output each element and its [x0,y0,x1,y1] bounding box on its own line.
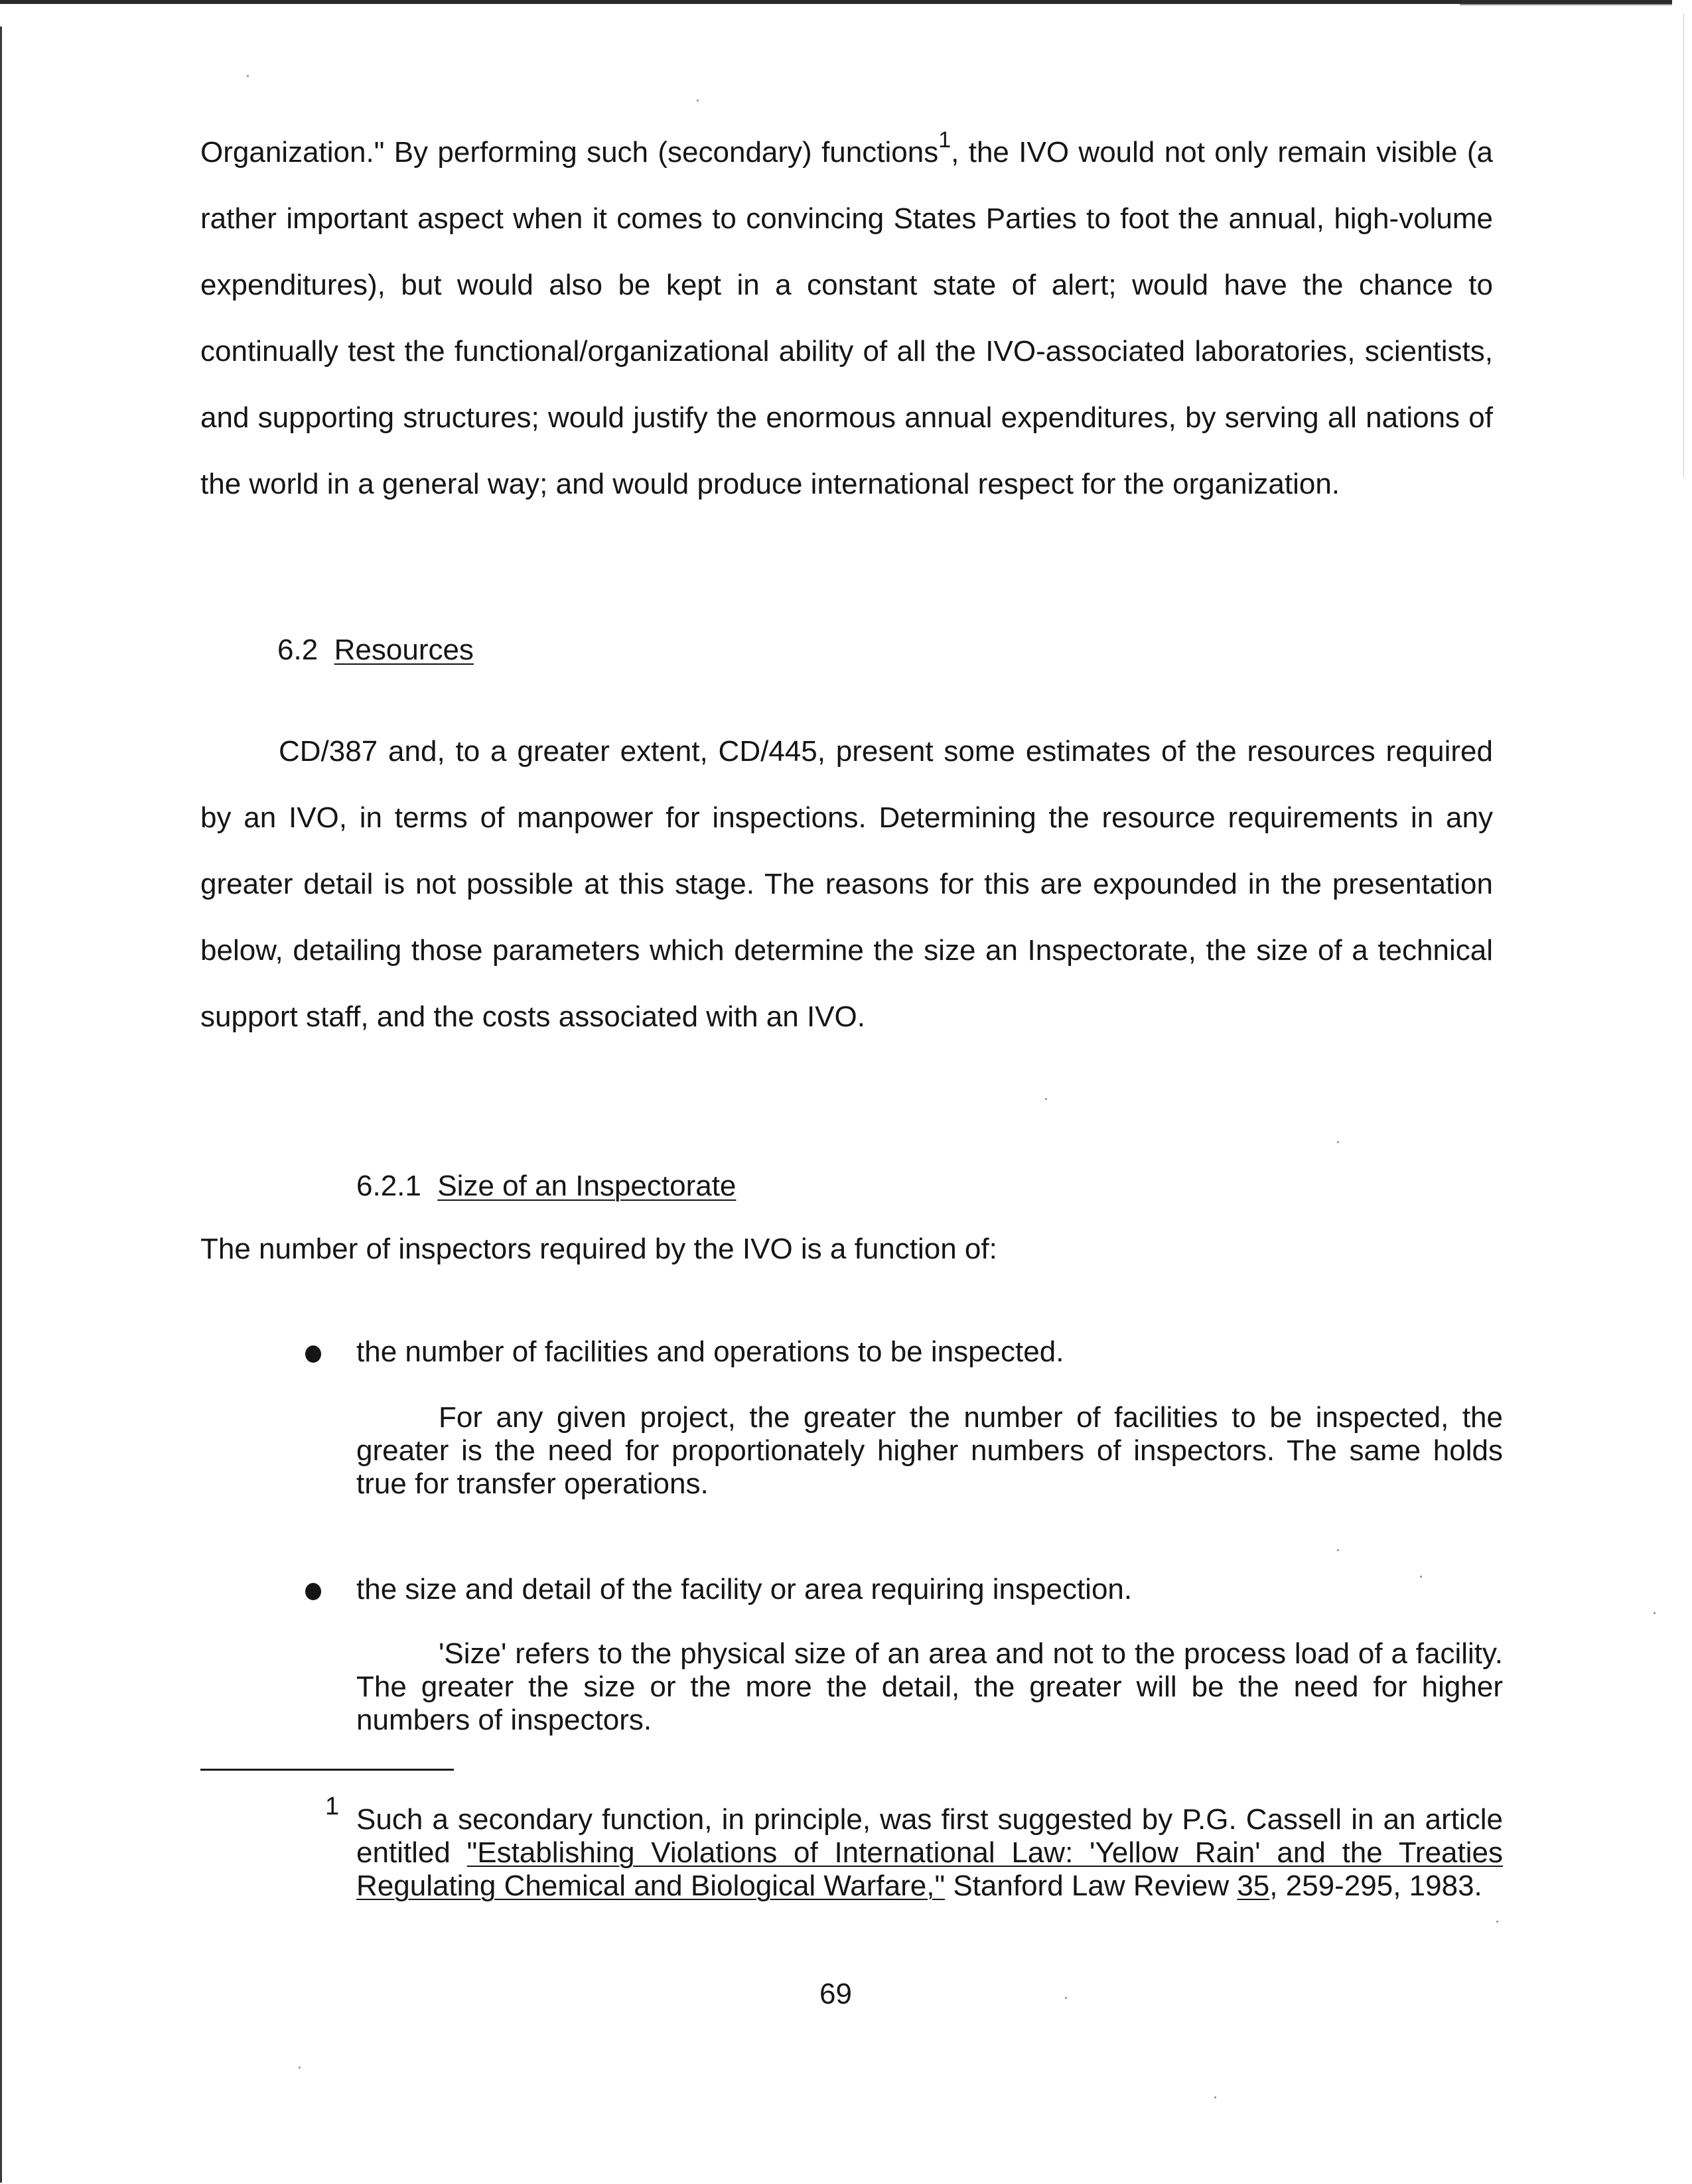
scan-speck [697,100,699,102]
continuation-text-start: Organization." By performing such (secondary) functions [200,136,939,169]
footnote-volume: 35 [1237,1870,1270,1902]
bullet-label: the number of facilities and operations to be inspected. [356,1335,1064,1368]
scan-speck [1420,1576,1422,1578]
scan-speck [1065,1997,1067,1999]
continuation-text-end: , the IVO would not only remain visible (a rather important aspect when it comes to convincing States Parties to foot the annual, high-volume expenditures), but would also be kept in a constant state of alert; would have the chance to continually test the functional/organizational ability of all the IVO-associated laboratories, scientists, and supporting structures; would justify the enormous annual expenditures, by serving all nations of the world in a general way; and would produce international respect for the organization. [200,136,1494,500]
continuation-paragraph [200,119,1493,517]
scan-speck [1337,1141,1339,1143]
bullet-detail: For any given project, the greater the number of facilities to be inspected, the greater is the need for proportionately higher numbers of inspectors. The same holds true for transfer operations. [356,1401,1503,1500]
scan-speck [299,2067,301,2069]
section-heading-6-2-1 [356,1166,736,1206]
bullet-label: the size and detail of the facility or area requiring inspection. [356,1573,1133,1605]
scan-speck [1654,1612,1656,1614]
footnote-journal: Stanford Law Review [953,1870,1237,1902]
inspectors-intro: The number of inspectors required by the IVO is a function of: [200,1233,997,1265]
footnote-pages-year: , 259-295, 1983. [1269,1870,1482,1902]
bullet-icon [305,1583,321,1600]
footnote [356,1803,1503,1903]
subsection-number: 6.2.1 [356,1170,421,1202]
resources-paragraph: CD/387 and, to a greater extent, CD/445, present some estimates of the resources required by an IVO, in terms of manpower for inspections. Determining the resource requirements in any greater detail is not possible at this stage. The reasons for this are expounded in the presentation below, detailing those parameters which determine the size an Inspectorate, the size of a technical support staff, and the costs associated with an IVO. [200,735,1493,1033]
scan-speck [1496,1921,1498,1923]
footnote-lead: Such a secondary function, in principle, was first suggested by P.G. Cassell in an article entitled [356,1803,1503,1869]
scan-speck [1337,1549,1339,1551]
scan-right-edge [1683,13,1684,478]
bullet-detail: 'Size' refers to the physical size of an area and not to the process load of a facility. The greater the size or the more the detail, the greater will be the need for higher numbers of inspectors. [356,1637,1503,1736]
scan-speck [1214,2096,1216,2098]
scan-left-edge [0,27,2,2183]
footnote-article-title: "Establishing Violations of International Law: 'Yellow Rain' and the Treaties Regulating Chemical and Biological Warfare," [356,1836,1503,1902]
section-number: 6.2 [277,634,318,666]
bullet-icon [305,1345,321,1363]
footnote-reference: 1 [938,127,952,153]
subsection-title: Size of an Inspectorate [437,1170,737,1202]
footnote-separator [200,1769,454,1771]
footnote-marker: 1 [325,1793,340,1820]
section-heading-6-2 [277,630,474,670]
scan-speck [1045,1098,1047,1100]
page-number: 69 [819,1978,852,2010]
scan-top-border [0,0,1672,4]
section-title: Resources [334,634,474,666]
scan-top-border-thin [1460,4,1672,5]
scan-speck [247,75,249,77]
